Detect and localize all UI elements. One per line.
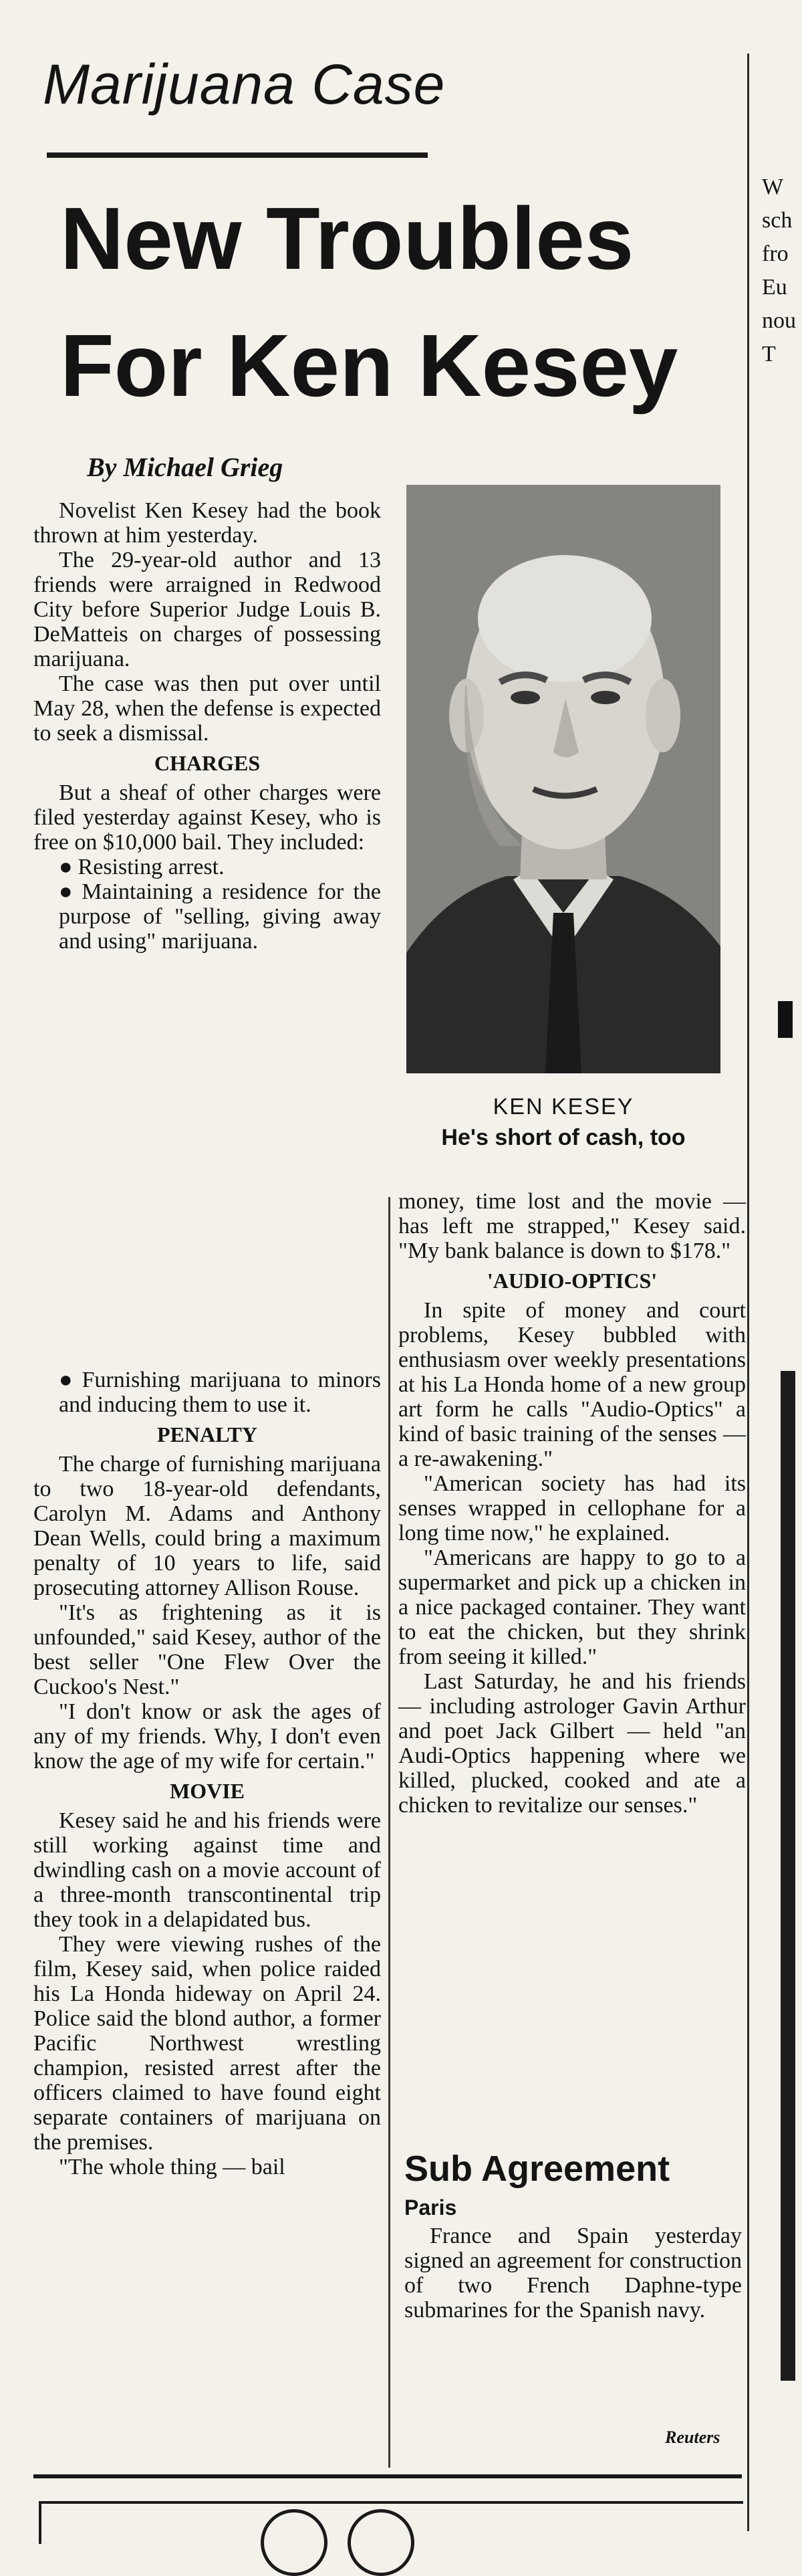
bullet-icon: ● (59, 1368, 77, 1392)
bullet-icon: ● (59, 855, 73, 879)
dateline: Paris (404, 2195, 457, 2220)
right-column-divider (747, 53, 749, 2531)
kicker-rule (47, 152, 428, 158)
paragraph: But a sheaf of other charges were filed yesterday against Kesey, who is free on $10,000 bail. They included: (33, 780, 381, 855)
article-column-1-bottom (33, 1368, 381, 2179)
paragraph: They were viewing rushes of the film, Kesey said, when police raided his La Honda hideway on April 24. Police said the blond author, a former Pacific Northwest wrestling champion, resisted arrest after the officers claimed to have found eight separate containers of marijuana on the premises. (33, 1932, 381, 2155)
article-column-1-top (33, 498, 381, 954)
wire-credit: Reuters (665, 2428, 720, 2447)
article-column-2 (398, 1189, 746, 1818)
photo-caption-name: KEN KESEY (493, 1094, 634, 1119)
headline (60, 175, 702, 429)
bullet-item: ● Furnishing marijuana to minors and inducing them to use it. (59, 1368, 381, 1417)
portrait-illustration (406, 485, 720, 1073)
bottom-rule (33, 2474, 742, 2478)
bullet-item: ● Resisting arrest. (59, 855, 225, 879)
paragraph: "Americans are happy to go to a supermarket and pick up a chicken in a nice packaged container. They want to eat the chicken, but they shrink from seeing it killed." (398, 1545, 746, 1669)
subhead-charges: CHARGES (154, 751, 261, 775)
byline: By Michael Grieg (87, 452, 283, 482)
paragraph: Novelist Ken Kesey had the book thrown at him yesterday. (33, 498, 381, 548)
paragraph: "I don't know or ask the ages of any of my friends. Why, I don't even know the age of my wife for certain." (33, 1699, 381, 1774)
paragraph: The charge of furnishing marijuana to two 18-year-old defendants, Carolyn M. Adams and Anthony Dean Wells, could bring a maximum penalty of 10 years to life, said prosecuting attorney Allison Rouse. (33, 1452, 381, 1600)
bullet-icon: ● (59, 879, 77, 904)
circle-ornament (348, 2509, 414, 2576)
photo-caption: He's short of cash, too (441, 1125, 686, 1150)
paragraph: "It's as frightening as it is unfounded," said Kesey, author of the best seller "One Flew Over the Cuckoo's Nest." (33, 1600, 381, 1699)
paragraph: France and Spain yesterday signed an agreement for construction of two French Daphne-type submarines for the Spanish navy. (404, 2224, 742, 2323)
subhead-penalty: PENALTY (157, 1422, 257, 1446)
circle-ornament (261, 2509, 327, 2576)
subhead-audio-optics: 'AUDIO-OPTICS' (487, 1269, 658, 1293)
paragraph: In spite of money and court problems, Kesey bubbled with enthusiasm over weekly presentations at his La Honda home of a new group art form he calls "Audio-Optics" a kind of basic training of the senses — a re-awakening." (398, 1298, 746, 1471)
paragraph: The 29-year-old author and 13 friends were arraigned in Redwood City before Superior Judge Louis B. DeMatteis on charges of possessing marijuana. (33, 548, 381, 671)
sub-agreement-headline: Sub Agreement (404, 2149, 670, 2189)
bullet-item: ● Maintaining a residence for the purpose of "selling, giving away and using" marijuana. (59, 879, 381, 954)
paragraph: "American society has had its senses wrapped in cellophane for a long time now," he explained. (398, 1471, 746, 1545)
print-mark (778, 1001, 793, 1038)
paragraph: The case was then put over until May 28, when the defense is expected to seek a dismissal. (33, 671, 381, 746)
paragraph: Last Saturday, he and his friends — including astrologer Gavin Arthur and poet Jack Gilbert — held "an Audi-Optics happening where we killed, plucked, cooked and ate a chicken to revitalize our senses." (398, 1669, 746, 1818)
subhead-movie: MOVIE (170, 1779, 245, 1803)
column-divider (388, 1197, 390, 2468)
portrait-photo (406, 485, 720, 1073)
paragraph: Kesey said he and his friends were still working against time and dwindling cash on a movie account of a three-month transcontinental trip they took in a delapidated bus. (33, 1808, 381, 1932)
headline-line-1: New Troubles (60, 189, 634, 288)
print-bar (781, 1371, 795, 2381)
kicker: Marijuana Case (43, 53, 446, 116)
adjacent-column-fragment: W sch fro Eu nou T (762, 175, 796, 366)
paragraph: "The whole thing — bail (59, 2155, 285, 2179)
headline-line-2: For Ken Kesey (60, 316, 678, 415)
paragraph: money, time lost and the movie — has left me strapped," Kesey said. "My bank balance is down to $178." (398, 1189, 746, 1263)
sub-agreement-body (404, 2224, 742, 2323)
